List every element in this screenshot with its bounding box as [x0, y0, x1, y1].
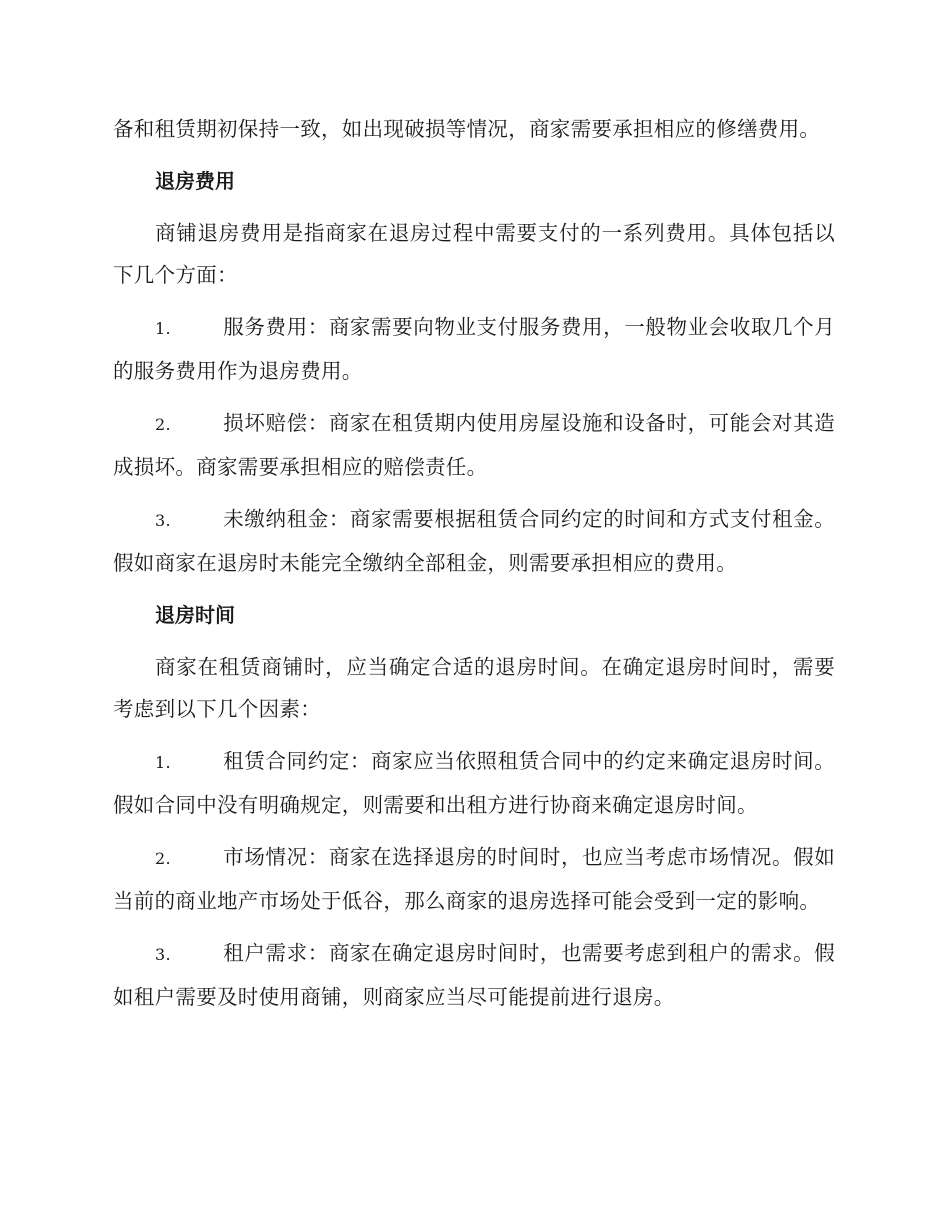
section-heading-checkout-time: 退房时间	[155, 603, 235, 627]
list-item	[113, 306, 835, 392]
list-item-text: 未缴纳租金：商家需要根据租赁合同约定的时间和方式支付租金。假如商家在退房时未能完全缴纳全部租金，则需要承担相应的费用。	[113, 507, 835, 575]
section-heading-checkout-fees: 退房费用	[155, 169, 235, 193]
list-item	[113, 836, 835, 922]
list-item-text: 租赁合同约定：商家应当依照租赁合同中的约定来确定退房时间。假如合同中没有明确规定，则需要和出租方进行协商来确定退房时间。	[113, 749, 835, 817]
list-number: 2.	[155, 415, 171, 434]
continuation-paragraph: 备和租赁期初保持一致，如出现破损等情况，商家需要承担相应的修缮费用。	[113, 117, 821, 141]
list-item	[113, 402, 835, 488]
list-item-text: 服务费用：商家需要向物业支付服务费用，一般物业会收取几个月的服务费用作为退房费用。	[113, 315, 835, 383]
list-number: 1.	[155, 319, 171, 338]
list-number: 3.	[155, 511, 171, 530]
list-item	[113, 932, 835, 1018]
list-item-text: 损坏赔偿：商家在租赁期内使用房屋设施和设备时，可能会对其造成损坏。商家需要承担相应的赔偿责任。	[113, 411, 835, 479]
list-item-text: 市场情况：商家在选择退房的时间时，也应当考虑市场情况。假如当前的商业地产市场处于低谷，那么商家的退房选择可能会受到一定的影响。	[113, 845, 835, 913]
list-item	[113, 498, 835, 584]
checkout-time-intro: 商家在租赁商铺时，应当确定合适的退房时间。在确定退房时间时，需要考虑到以下几个因素：	[113, 655, 835, 721]
document-page	[113, 108, 835, 1028]
list-number: 1.	[155, 753, 171, 772]
list-number: 3.	[155, 945, 171, 964]
list-item-text: 租户需求：商家在确定退房时间时，也需要考虑到租户的需求。假如租户需要及时使用商铺，则商家应当尽可能提前进行退房。	[113, 941, 835, 1009]
list-number: 2.	[155, 849, 171, 868]
list-item	[113, 740, 835, 826]
checkout-fees-intro: 商铺退房费用是指商家在退房过程中需要支付的一系列费用。具体包括以下几个方面：	[113, 221, 835, 287]
